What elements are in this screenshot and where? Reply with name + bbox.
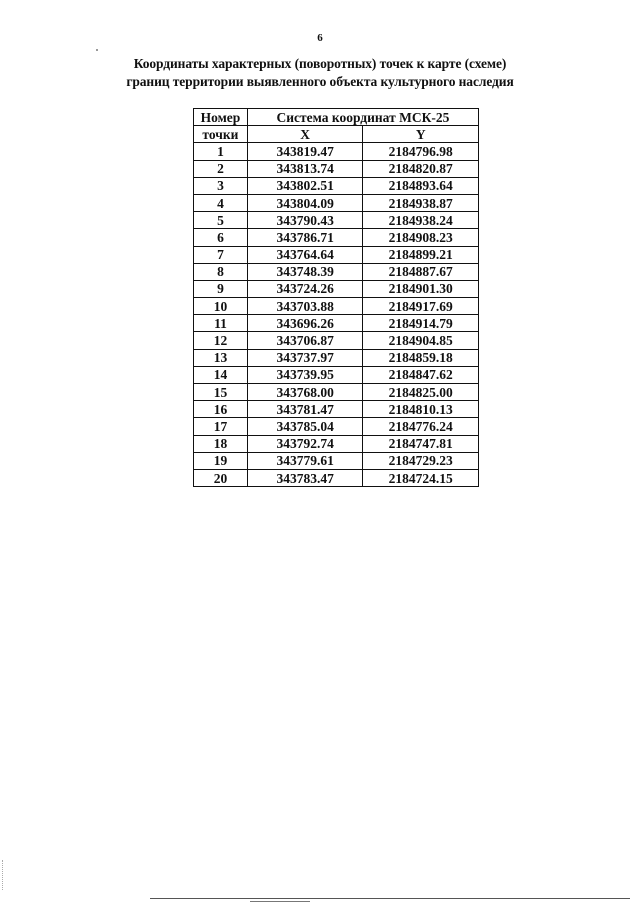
point-number-cell: 17: [194, 418, 248, 435]
scan-edge-marks: [2, 860, 4, 890]
table-row: [194, 177, 479, 194]
table-row: [194, 384, 479, 401]
x-coordinate-cell: 343724.26: [247, 280, 363, 297]
table-row: [194, 160, 479, 177]
y-coordinate-cell: 2184901.30: [363, 280, 479, 297]
point-number-cell: 15: [194, 384, 248, 401]
table-row: [194, 246, 479, 263]
table-header-row-2: [194, 126, 479, 143]
point-number-cell: 8: [194, 263, 248, 280]
header-point-number-line2: точки: [194, 126, 248, 143]
point-number-cell: 1: [194, 143, 248, 160]
y-coordinate-cell: 2184938.87: [363, 194, 479, 211]
scan-speck: [96, 49, 98, 51]
y-coordinate-cell: 2184810.13: [363, 401, 479, 418]
y-coordinate-cell: 2184893.64: [363, 177, 479, 194]
x-coordinate-cell: 343779.61: [247, 452, 363, 469]
table-row: [194, 332, 479, 349]
table-row: [194, 418, 479, 435]
table-row: [194, 366, 479, 383]
table-row: [194, 401, 479, 418]
table-row: [194, 469, 479, 486]
document-title: [0, 55, 640, 91]
point-number-cell: 4: [194, 194, 248, 211]
table-row: [194, 298, 479, 315]
point-number-cell: 7: [194, 246, 248, 263]
y-coordinate-cell: 2184908.23: [363, 229, 479, 246]
y-coordinate-cell: 2184776.24: [363, 418, 479, 435]
header-y: Y: [363, 126, 479, 143]
x-coordinate-cell: 343748.39: [247, 263, 363, 280]
x-coordinate-cell: 343790.43: [247, 212, 363, 229]
y-coordinate-cell: 2184820.87: [363, 160, 479, 177]
point-number-cell: 6: [194, 229, 248, 246]
table-row: [194, 349, 479, 366]
x-coordinate-cell: 343737.97: [247, 349, 363, 366]
x-coordinate-cell: 343703.88: [247, 298, 363, 315]
x-coordinate-cell: 343813.74: [247, 160, 363, 177]
x-coordinate-cell: 343764.64: [247, 246, 363, 263]
y-coordinate-cell: 2184724.15: [363, 469, 479, 486]
x-coordinate-cell: 343696.26: [247, 315, 363, 332]
point-number-cell: 2: [194, 160, 248, 177]
y-coordinate-cell: 2184825.00: [363, 384, 479, 401]
x-coordinate-cell: 343802.51: [247, 177, 363, 194]
x-coordinate-cell: 343706.87: [247, 332, 363, 349]
x-coordinate-cell: 343786.71: [247, 229, 363, 246]
table-header-row-1: [194, 109, 479, 126]
table-row: [194, 143, 479, 160]
y-coordinate-cell: 2184914.79: [363, 315, 479, 332]
y-coordinate-cell: 2184859.18: [363, 349, 479, 366]
title-line-1: Координаты характерных (поворотных) точек к карте (схеме): [133, 56, 507, 71]
x-coordinate-cell: 343781.47: [247, 401, 363, 418]
y-coordinate-cell: 2184917.69: [363, 298, 479, 315]
table-row: [194, 263, 479, 280]
header-coordinate-system: Система координат МСК-25: [247, 109, 478, 126]
x-coordinate-cell: 343783.47: [247, 469, 363, 486]
y-coordinate-cell: 2184729.23: [363, 452, 479, 469]
table-row: [194, 280, 479, 297]
y-coordinate-cell: 2184796.98: [363, 143, 479, 160]
point-number-cell: 11: [194, 315, 248, 332]
title-line-2: границ территории выявленного объекта культурного наследия: [126, 74, 514, 89]
x-coordinate-cell: 343785.04: [247, 418, 363, 435]
y-coordinate-cell: 2184887.67: [363, 263, 479, 280]
y-coordinate-cell: 2184847.62: [363, 366, 479, 383]
x-coordinate-cell: 343768.00: [247, 384, 363, 401]
x-coordinate-cell: 343792.74: [247, 435, 363, 452]
bottom-rule: [150, 898, 630, 899]
point-number-cell: 13: [194, 349, 248, 366]
y-coordinate-cell: 2184899.21: [363, 246, 479, 263]
coordinates-table: [193, 108, 479, 487]
table-row: [194, 435, 479, 452]
table-row: [194, 229, 479, 246]
header-point-number-line1: Номер: [194, 109, 248, 126]
table-row: [194, 315, 479, 332]
y-coordinate-cell: 2184938.24: [363, 212, 479, 229]
page-number: 6: [317, 32, 323, 44]
point-number-cell: 14: [194, 366, 248, 383]
table-row: [194, 452, 479, 469]
point-number-cell: 16: [194, 401, 248, 418]
point-number-cell: 10: [194, 298, 248, 315]
header-x: X: [247, 126, 363, 143]
point-number-cell: 3: [194, 177, 248, 194]
point-number-cell: 5: [194, 212, 248, 229]
point-number-cell: 12: [194, 332, 248, 349]
point-number-cell: 18: [194, 435, 248, 452]
table-row: [194, 194, 479, 211]
table-row: [194, 212, 479, 229]
point-number-cell: 20: [194, 469, 248, 486]
y-coordinate-cell: 2184747.81: [363, 435, 479, 452]
x-coordinate-cell: 343819.47: [247, 143, 363, 160]
y-coordinate-cell: 2184904.85: [363, 332, 479, 349]
table-body: [194, 143, 479, 487]
point-number-cell: 9: [194, 280, 248, 297]
bottom-rule-short: [250, 901, 310, 902]
x-coordinate-cell: 343804.09: [247, 194, 363, 211]
x-coordinate-cell: 343739.95: [247, 366, 363, 383]
point-number-cell: 19: [194, 452, 248, 469]
